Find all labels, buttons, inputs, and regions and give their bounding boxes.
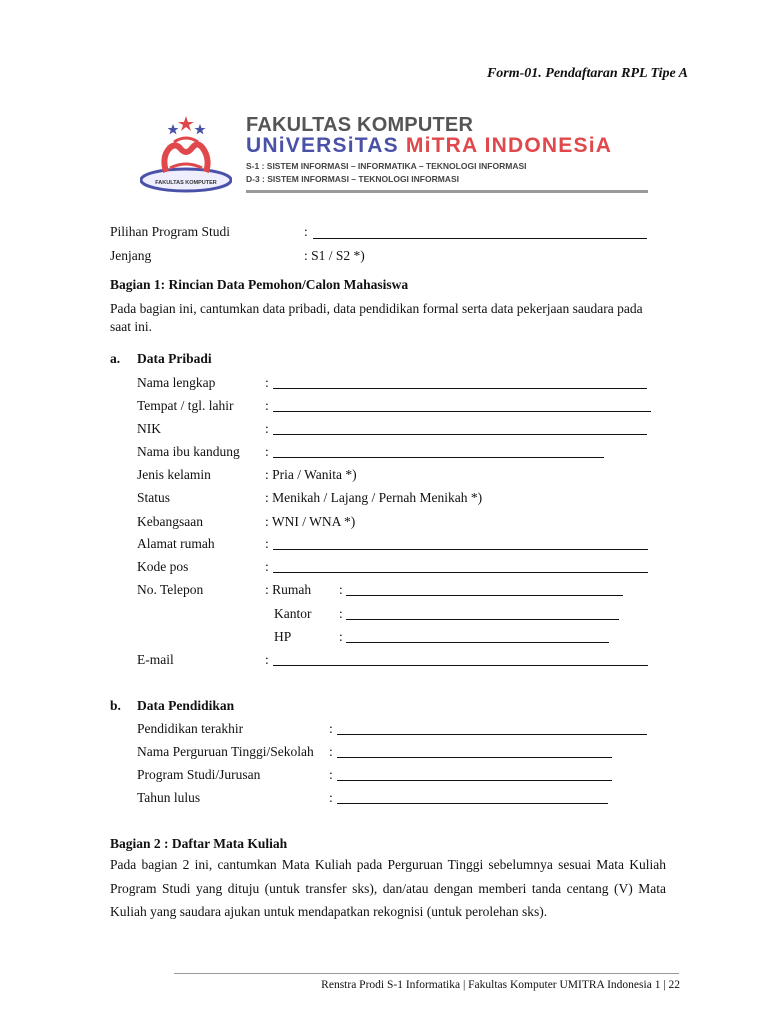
pt-colon: : bbox=[329, 744, 333, 759]
program-list bbox=[246, 160, 612, 186]
kantor-input-line[interactable] bbox=[346, 619, 619, 620]
pt-input-line[interactable] bbox=[337, 757, 612, 758]
hp-colon: : bbox=[339, 629, 343, 644]
hp-input-line[interactable] bbox=[346, 642, 609, 643]
nik-input-line[interactable] bbox=[273, 434, 647, 435]
bagian2-title: Bagian 2 : Daftar Mata Kuliah bbox=[110, 836, 288, 851]
bagian2-desc: Pada bagian 2 ini, cantumkan Mata Kuliah pada Perguruan Tinggi sebelumnya sesuai Mata Kuliah Program Studi yang dituju (untuk transfer sks), dan/atau dengan memberi tanda centang (V) Mata Kuliah yang saudara ajukan untuk mendapatkan rekognisi (untuk perolehan sks). bbox=[110, 857, 666, 919]
prodi-colon: : bbox=[329, 767, 333, 782]
lulus-input-line[interactable] bbox=[337, 803, 608, 804]
university-name-part1: UNiVERSiTAS bbox=[246, 134, 406, 157]
ibu-colon: : bbox=[265, 444, 269, 459]
kantor-label: Kantor bbox=[274, 606, 312, 621]
prodi-input-line[interactable] bbox=[337, 780, 612, 781]
nik-colon: : bbox=[265, 421, 269, 436]
telepon-label: No. Telepon bbox=[137, 582, 204, 597]
jenjang-value[interactable]: : S1 / S2 *) bbox=[304, 248, 365, 263]
kodepos-input-line[interactable] bbox=[273, 572, 648, 573]
kodepos-colon: : bbox=[265, 559, 269, 574]
program-s1: S-1 : SISTEM INFORMASI – INFORMATIKA – TEKNOLOGI INFORMASI bbox=[246, 161, 527, 171]
terakhir-colon: : bbox=[329, 721, 333, 736]
alamat-label: Alamat rumah bbox=[137, 536, 215, 551]
ttl-input-line[interactable] bbox=[273, 411, 651, 412]
svg-text:FAKULTAS KOMPUTER: FAKULTAS KOMPUTER bbox=[155, 180, 217, 186]
page-footer: Renstra Prodi S-1 Informatika | Fakultas Komputer UMITRA Indonesia 1 | 22 bbox=[321, 979, 680, 991]
status-value[interactable]: : Menikah / Lajang / Pernah Menikah *) bbox=[265, 490, 483, 505]
pilihan-colon: : bbox=[304, 224, 308, 239]
form-code: Form-01. Pendaftaran RPL Tipe A bbox=[486, 66, 688, 81]
alamat-input-line[interactable] bbox=[273, 549, 648, 550]
section-b-marker: b. bbox=[110, 698, 121, 713]
jk-label: Jenis kelamin bbox=[137, 467, 211, 482]
university-name bbox=[246, 134, 612, 158]
nama-colon: : bbox=[265, 375, 269, 390]
jenjang-label: Jenjang bbox=[110, 248, 152, 263]
nik-label: NIK bbox=[137, 421, 161, 436]
footer-divider bbox=[174, 973, 679, 974]
lulus-colon: : bbox=[329, 790, 333, 805]
lulus-label: Tahun lulus bbox=[137, 790, 201, 805]
bangsa-label: Kebangsaan bbox=[137, 514, 203, 529]
program-d3: D-3 : SISTEM INFORMASI – TEKNOLOGI INFORMASI bbox=[246, 174, 459, 184]
bagian1-desc: Pada bagian ini, cantumkan data pribadi, data pendidikan formal serta data pekerjaan saudara pada saat ini. bbox=[110, 301, 643, 334]
email-colon: : bbox=[265, 652, 269, 667]
header-text bbox=[246, 114, 612, 186]
bagian1-title: Bagian 1: Rincian Data Pemohon/Calon Mahasiswa bbox=[110, 277, 409, 292]
rumah-input-line[interactable] bbox=[346, 595, 623, 596]
status-label: Status bbox=[137, 490, 171, 505]
university-name-part2: MiTRA INDONESiA bbox=[405, 134, 613, 157]
alamat-colon: : bbox=[265, 536, 269, 551]
university-logo bbox=[140, 112, 232, 194]
hp-label: HP bbox=[274, 629, 292, 644]
pilihan-input-line[interactable] bbox=[313, 238, 647, 239]
terakhir-label: Pendidikan terakhir bbox=[137, 721, 244, 736]
kodepos-label: Kode pos bbox=[137, 559, 189, 574]
header-divider bbox=[246, 190, 648, 193]
section-a-marker: a. bbox=[110, 351, 121, 366]
section-b-title: Data Pendidikan bbox=[137, 698, 235, 713]
pilihan-label: Pilihan Program Studi bbox=[110, 224, 231, 239]
section-a-title: Data Pribadi bbox=[137, 351, 212, 366]
rumah-colon: : bbox=[339, 582, 343, 597]
nama-input-line[interactable] bbox=[273, 388, 647, 389]
nama-label: Nama lengkap bbox=[137, 375, 216, 390]
pt-label: Nama Perguruan Tinggi/Sekolah bbox=[137, 744, 314, 759]
ibu-input-line[interactable] bbox=[273, 457, 604, 458]
jk-value[interactable]: : Pria / Wanita *) bbox=[265, 467, 357, 482]
ibu-label: Nama ibu kandung bbox=[137, 444, 240, 459]
kantor-colon: : bbox=[339, 606, 343, 621]
ttl-colon: : bbox=[265, 398, 269, 413]
email-label: E-mail bbox=[137, 652, 174, 667]
bangsa-value[interactable]: : WNI / WNA *) bbox=[265, 514, 356, 529]
faculty-name: FAKULTAS KOMPUTER bbox=[246, 114, 474, 136]
email-input-line[interactable] bbox=[273, 665, 648, 666]
ttl-label: Tempat / tgl. lahir bbox=[137, 398, 234, 413]
terakhir-input-line[interactable] bbox=[337, 734, 647, 735]
telepon-rumah-label: : Rumah bbox=[265, 582, 312, 597]
prodi-label: Program Studi/Jurusan bbox=[137, 767, 261, 782]
